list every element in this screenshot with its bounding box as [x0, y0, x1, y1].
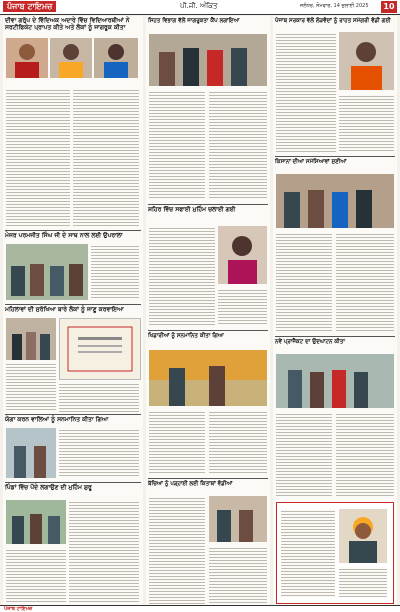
group-photo-icon [149, 350, 267, 406]
story-text [149, 496, 205, 604]
group-photo-icon [276, 174, 394, 228]
story-text [339, 567, 387, 597]
featured-box [276, 502, 394, 604]
column-right [273, 16, 397, 606]
dateline: ਜਲੰਧਰ, ਸੋਮਵਾਰ, 14 ਜੁਲਾਈ 2025 [300, 3, 369, 9]
story-text [276, 412, 332, 496]
divider [5, 482, 141, 483]
event-photo [209, 496, 267, 542]
story-text [6, 88, 70, 228]
portrait-icon [339, 32, 394, 90]
portrait-photo [94, 38, 138, 78]
headline-story-5: ਪਿੰਡਾਂ ਵਿੱਚ ਪੌਦੇ ਲਗਾਉਣ ਦੀ ਮੁਹਿੰਮ ਸ਼ੁਰੂ [5, 484, 92, 491]
story-text [6, 548, 66, 604]
footer-brand: ਪੰਜਾਬ ਟਾਇਮਜ਼ [4, 606, 33, 612]
group-photo-icon [209, 496, 267, 542]
event-photo [276, 354, 394, 408]
story-text [59, 382, 139, 412]
event-photo [149, 350, 267, 406]
story-text [73, 88, 139, 228]
column-left [3, 16, 143, 606]
event-photo [6, 428, 56, 478]
group-photo-icon [6, 428, 56, 478]
brand-logo: ਪੰਜਾਬ ਟਾਇਮਜ਼ [3, 1, 56, 12]
story-text [336, 412, 394, 496]
divider [5, 230, 141, 231]
column-middle [146, 16, 270, 606]
portrait-photo [50, 38, 92, 78]
portrait-icon [218, 226, 267, 284]
story-text [209, 410, 267, 474]
divider [148, 478, 268, 479]
event-photo [6, 318, 56, 360]
headline-story-12: ਨਵੇਂ ਪ੍ਰਾਜੈਕਟ ਦਾ ਉਦਘਾਟਨ ਕੀਤਾ [275, 339, 345, 345]
page-number: 10 [381, 1, 397, 13]
story-text [276, 232, 332, 332]
headline-story-10: ਬੱਚਿਆਂ ਨੂੰ ਪੜ੍ਹਾਈ ਲਈ ਕਿਤਾਬਾਂ ਵੰਡੀਆਂ [148, 481, 233, 487]
story-text [6, 362, 56, 412]
headline-story-1: ਦੀਵਾ ਗਰੁੱਪ ਦੇ ਵਿੱਦਿਅਕ ਅਦਾਰੇ ਵਿੱਚ ਵਿਦਿਆਰਥੀਆਂ ਨੇ ਸਰਟੀਫਿਕੇਟ ਪ੍ਰਾਪਤ ਕੀਤੇ ਅਤੇ ਲੋਕਾਂ ਨੂੰ ਜਾਗਰੂਕ ਕੀਤਾ [5, 17, 130, 31]
headline-story-6: ਸਿਹਤ ਵਿਭਾਗ ਵੱਲੋਂ ਜਾਗਰੂਕਤਾ ਕੈਂਪ ਲਗਾਇਆ [148, 18, 240, 24]
group-photo-icon [6, 500, 66, 544]
event-photo [149, 34, 267, 86]
divider [275, 156, 395, 157]
section-title: ਪੀ.ਜੀ. ਅੰਕਿਤ [180, 2, 218, 10]
portrait-icon [6, 38, 48, 78]
group-photo-icon [276, 354, 394, 408]
portrait-photo [218, 226, 267, 284]
event-photo [276, 174, 394, 228]
event-photo [6, 244, 88, 300]
headline-story-2: ਮੇਜਰ ਪਰਮਜੀਤ ਸਿੰਘ ਜੀ ਦੇ ਸਾਥ ਨਾਲ ਲਈ ਉਪਰਾਲਾ [5, 232, 123, 239]
portrait-photo [339, 32, 394, 90]
divider [5, 304, 141, 305]
group-photo-icon [6, 318, 56, 360]
story-text [59, 428, 139, 478]
portrait-icon [50, 38, 92, 78]
headline-story-8: ਖਿਡਾਰੀਆਂ ਨੂੰ ਸਨਮਾਨਿਤ ਕੀਤਾ ਗਿਆ [148, 333, 224, 339]
headline-story-11: ਕਿਸਾਨਾਂ ਦੀਆਂ ਸਮੱਸਿਆਵਾਂ ਸੁਣੀਆਂ [275, 159, 347, 165]
group-photo-icon [6, 244, 88, 300]
portrait-photo [6, 38, 48, 78]
headline-story-9: ਪੰਜਾਬ ਸਰਕਾਰ ਵੱਲੋਂ ਲੋੜਵੰਦਾਂ ਨੂੰ ਰਾਹਤ ਸਮੱਗਰੀ ਵੰਡੀ ਗਈ [275, 18, 391, 24]
story-text [281, 509, 335, 597]
story-text [149, 410, 205, 474]
certificate-photo [59, 318, 141, 380]
headline-story-7: ਸ਼ਹਿਰ ਵਿੱਚ ਸਫਾਈ ਮੁਹਿੰਮ ਚਲਾਈ ਗਈ [148, 206, 236, 213]
footer-bar [0, 605, 400, 612]
story-text [209, 546, 267, 604]
divider [275, 336, 395, 337]
event-photo [6, 500, 66, 544]
story-text [218, 288, 267, 326]
portrait-photo [339, 509, 387, 563]
story-text [209, 90, 267, 200]
divider [148, 204, 268, 205]
portrait-icon [94, 38, 138, 78]
story-text [149, 226, 215, 326]
headline-story-3: ਮਹਿਲਾਵਾਂ ਦੀ ਸੁਰੱਖਿਆ ਬਾਰੇ ਲੋਕਾਂ ਨੂੰ ਜਾਣੂ ਕਰਵਾਇਆ [5, 306, 124, 313]
story-text [339, 94, 394, 152]
portrait-icon [339, 509, 387, 563]
story-text [336, 232, 394, 332]
masthead [0, 0, 400, 15]
story-text [149, 90, 205, 200]
divider [5, 414, 141, 415]
headline-story-4: ਯੋਗਾ ਕਰਨ ਵਾਲਿਆਂ ਨੂੰ ਸਨਮਾਨਿਤ ਕੀਤਾ ਗਿਆ [5, 416, 109, 423]
story-text [276, 32, 336, 152]
divider [148, 330, 268, 331]
certificate-icon [60, 319, 140, 379]
story-text [69, 500, 139, 604]
group-photo-icon [149, 34, 267, 86]
story-text [91, 244, 139, 300]
